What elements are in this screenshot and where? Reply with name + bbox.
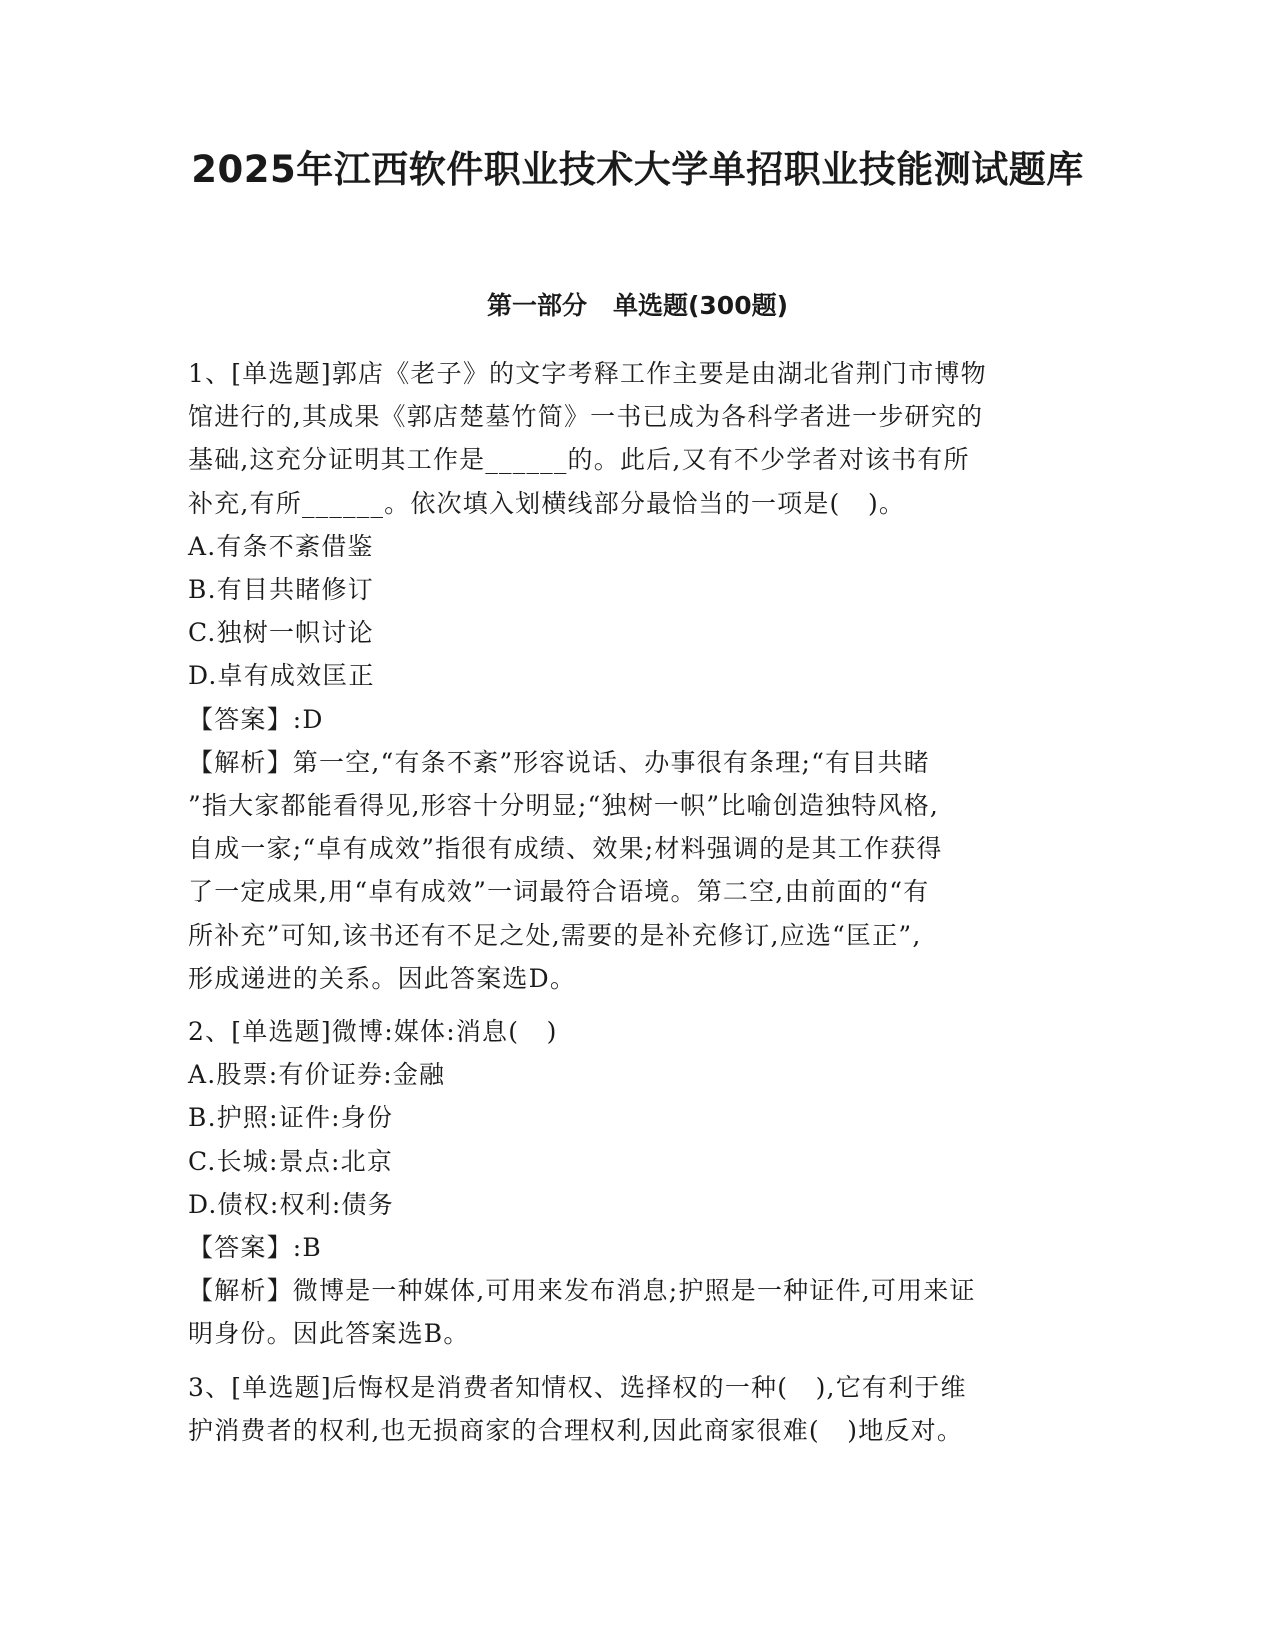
analysis-line: 【解析】第一空,“有条不紊”形容说话、办事很有条理;“有目共睹 — [188, 747, 930, 777]
analysis-line: 自成一家;“卓有成效”指很有成绩、效果;材料强调的是其工作获得 — [188, 834, 943, 864]
option-d: D.债权:权利:债务 — [188, 1189, 394, 1219]
option-b: B.有目共睹修订 — [188, 575, 374, 605]
analysis-line: 【解析】微博是一种媒体,可用来发布消息;护照是一种证件,可用来证 — [188, 1276, 976, 1306]
section-part-label: 第一部分 — [486, 291, 587, 320]
option-c: C.长城:景点:北京 — [188, 1146, 394, 1176]
answer-line: 【答案】:B — [188, 1233, 322, 1263]
option-d: D.卓有成效匡正 — [188, 661, 375, 691]
option-a: A.有条不紊借鉴 — [188, 531, 374, 561]
question-stem-line: 护消费者的权利,也无损商家的合理权利,因此商家很难( )地反对。 — [188, 1415, 964, 1445]
question-stem-line: 基础,这充分证明其工作是______的。此后,又有不少学者对该书有所 — [188, 445, 970, 475]
answer-line: 【答案】:D — [188, 704, 324, 734]
question-list — [188, 352, 1088, 1462]
analysis-line: 所补充”可知,该书还有不足之处,需要的是补充修订,应选“匡正”, — [188, 920, 922, 950]
question-1 — [188, 352, 1088, 1000]
analysis-line: 了一定成果,用“卓有成效”一词最符合语境。第二空,由前面的“有 — [188, 877, 930, 907]
question-2 — [188, 1010, 1088, 1356]
document-title: 2025年江西软件职业技术大学单招职业技能测试题库 — [191, 148, 1084, 191]
question-stem-line: 3、[单选题]后悔权是消费者知情权、选择权的一种( ),它有利于维 — [188, 1372, 967, 1402]
analysis-line: 明身份。因此答案选B。 — [188, 1319, 470, 1349]
question-stem-line: 补充,有所______。依次填入划横线部分最恰当的一项是( )。 — [188, 488, 906, 518]
option-a: A.股票:有价证券:金融 — [188, 1060, 446, 1090]
question-stem-line: 2、[单选题]微博:媒体:消息( ) — [188, 1017, 558, 1047]
question-3 — [188, 1366, 1088, 1452]
question-stem-line: 1、[单选题]郭店《老子》的文字考释工作主要是由湖北省荆门市博物 — [188, 359, 987, 388]
section-title — [0, 288, 1275, 324]
analysis-line: ”指大家都能看得见,形容十分明显;“独树一帜”比喻创造独特风格, — [188, 791, 940, 821]
question-stem-line: 馆进行的,其成果《郭店楚墓竹简》一书已成为各科学者进一步研究的 — [188, 402, 984, 432]
option-c: C.独树一帜讨论 — [188, 618, 374, 648]
analysis-line: 形成递进的关系。因此答案选D。 — [188, 963, 577, 993]
section-name-label: 单选题(300题) — [612, 291, 789, 320]
option-b: B.护照:证件:身份 — [188, 1103, 394, 1133]
